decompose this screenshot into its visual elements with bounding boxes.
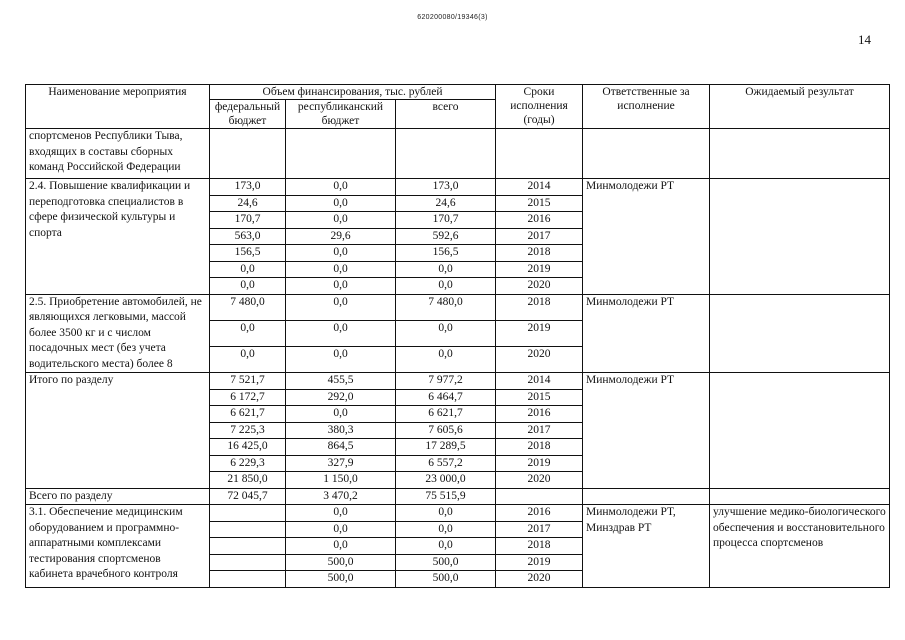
cell-year: 2018 [496, 439, 583, 456]
header-name: Наименование мероприятия [26, 85, 210, 129]
continuation-name: спортсменов Республики Тыва, входящих в составы сборных команд Российской Федерации [26, 129, 210, 179]
cell-total: 170,7 [396, 212, 496, 229]
item-name: 2.5. Приобретение автомобилей, не являющихся легковыми, массой более 3500 кг и с числом посадочных мест (без учета водительского места) более 8 [26, 294, 210, 373]
empty-cell [710, 129, 890, 179]
cell-year: 2019 [496, 554, 583, 571]
cell-total: 7 605,6 [396, 422, 496, 439]
cell-total: 0,0 [396, 346, 496, 372]
cell-republic: 292,0 [286, 389, 396, 406]
cell-federal [210, 554, 286, 571]
cell-republic: 0,0 [286, 278, 396, 295]
cell-republic: 455,5 [286, 373, 396, 390]
item-result [710, 373, 890, 489]
item-responsible: Минмолодежи РТ [583, 179, 710, 295]
cell-year: 2016 [496, 406, 583, 423]
cell-total: 0,0 [396, 278, 496, 295]
item-result [710, 294, 890, 373]
cell-total: 24,6 [396, 195, 496, 212]
item-responsible: Минмолодежи РТ, Минздрав РТ [583, 505, 710, 588]
cell-total: 7 480,0 [396, 294, 496, 320]
cell-republic: 0,0 [286, 406, 396, 423]
cell-republic: 500,0 [286, 554, 396, 571]
item-responsible [583, 488, 710, 505]
cell-year: 2017 [496, 422, 583, 439]
cell-federal: 0,0 [210, 346, 286, 372]
cell-year: 2015 [496, 195, 583, 212]
cell-year [496, 488, 583, 505]
cell-republic: 327,9 [286, 455, 396, 472]
cell-total: 0,0 [396, 505, 496, 522]
table-row [26, 179, 890, 196]
cell-federal: 21 850,0 [210, 472, 286, 489]
cell-year: 2018 [496, 294, 583, 320]
empty-cell [286, 129, 396, 179]
page-number: 14 [858, 32, 871, 47]
cell-total: 500,0 [396, 554, 496, 571]
document-id: 620200080/19346(3) [417, 14, 488, 21]
cell-federal: 6 172,7 [210, 389, 286, 406]
cell-republic: 3 470,2 [286, 488, 396, 505]
cell-total: 75 515,9 [396, 488, 496, 505]
cell-total: 500,0 [396, 571, 496, 588]
cell-year: 2017 [496, 521, 583, 538]
cell-total: 6 464,7 [396, 389, 496, 406]
cell-total: 173,0 [396, 179, 496, 196]
header-republic: республиканский бюджет [286, 100, 396, 129]
cell-republic: 0,0 [286, 195, 396, 212]
item-name: Итого по разделу [26, 373, 210, 489]
item-name: Всего по разделу [26, 488, 210, 505]
cell-federal [210, 571, 286, 588]
cell-federal: 0,0 [210, 320, 286, 346]
cell-federal [210, 538, 286, 555]
cell-federal: 24,6 [210, 195, 286, 212]
cell-federal: 7 521,7 [210, 373, 286, 390]
cell-federal: 173,0 [210, 179, 286, 196]
cell-republic: 0,0 [286, 212, 396, 229]
cell-republic: 0,0 [286, 538, 396, 555]
cell-federal: 0,0 [210, 278, 286, 295]
cell-year: 2016 [496, 505, 583, 522]
cell-total: 0,0 [396, 521, 496, 538]
cell-total: 592,6 [396, 228, 496, 245]
table-row [26, 294, 890, 320]
cell-year: 2020 [496, 571, 583, 588]
cell-year: 2019 [496, 320, 583, 346]
cell-total: 7 977,2 [396, 373, 496, 390]
cell-total: 23 000,0 [396, 472, 496, 489]
table-header-row [26, 85, 890, 100]
cell-republic: 1 150,0 [286, 472, 396, 489]
header-terms: Сроки исполнения (годы) [496, 85, 583, 129]
item-result: улучшение медико-биологического обеспечения и восстановительного процесса спортсменов [710, 505, 890, 588]
cell-federal: 16 425,0 [210, 439, 286, 456]
cell-year: 2019 [496, 455, 583, 472]
header-responsible: Ответственные за исполнение [583, 85, 710, 129]
cell-federal: 72 045,7 [210, 488, 286, 505]
table-row [26, 505, 890, 522]
cell-total: 156,5 [396, 245, 496, 262]
cell-republic: 0,0 [286, 179, 396, 196]
cell-year: 2018 [496, 245, 583, 262]
cell-republic: 0,0 [286, 346, 396, 372]
cell-federal: 170,7 [210, 212, 286, 229]
header-federal: федеральный бюджет [210, 100, 286, 129]
cell-federal: 0,0 [210, 261, 286, 278]
header-result: Ожидаемый результат [710, 85, 890, 129]
cell-republic: 0,0 [286, 261, 396, 278]
empty-cell [210, 129, 286, 179]
cell-federal: 6 621,7 [210, 406, 286, 423]
empty-cell [396, 129, 496, 179]
cell-republic: 0,0 [286, 320, 396, 346]
cell-republic: 380,3 [286, 422, 396, 439]
cell-year: 2020 [496, 278, 583, 295]
item-result [710, 179, 890, 295]
table-row [26, 488, 890, 505]
item-name: 2.4. Повышение квалификации и переподготовка специалистов в сфере физической культуры и спорта [26, 179, 210, 295]
cell-republic: 0,0 [286, 521, 396, 538]
header-funding: Объем финансирования, тыс. рублей [210, 85, 496, 100]
cell-total: 17 289,5 [396, 439, 496, 456]
cell-year: 2017 [496, 228, 583, 245]
cell-total: 0,0 [396, 538, 496, 555]
cell-year: 2020 [496, 472, 583, 489]
cell-total: 0,0 [396, 261, 496, 278]
cell-federal: 7 480,0 [210, 294, 286, 320]
cell-total: 6 621,7 [396, 406, 496, 423]
item-result [710, 488, 890, 505]
cell-federal: 6 229,3 [210, 455, 286, 472]
cell-year: 2015 [496, 389, 583, 406]
cell-total: 0,0 [396, 320, 496, 346]
cell-year: 2019 [496, 261, 583, 278]
cell-year: 2018 [496, 538, 583, 555]
cell-republic: 500,0 [286, 571, 396, 588]
cell-federal: 563,0 [210, 228, 286, 245]
cell-total: 6 557,2 [396, 455, 496, 472]
item-name: 3.1. Обеспечение медицинским оборудованием и программно-аппаратными комплексами тестирования спортсменов кабинета врачебного контроля [26, 505, 210, 588]
header-total: всего [396, 100, 496, 129]
budget-table [25, 84, 890, 588]
cell-federal: 156,5 [210, 245, 286, 262]
cell-federal: 7 225,3 [210, 422, 286, 439]
continuation-row [26, 129, 890, 179]
item-responsible: Минмолодежи РТ [583, 373, 710, 489]
cell-republic: 0,0 [286, 245, 396, 262]
table-row [26, 373, 890, 390]
empty-cell [496, 129, 583, 179]
cell-republic: 0,0 [286, 294, 396, 320]
cell-year: 2020 [496, 346, 583, 372]
empty-cell [583, 129, 710, 179]
cell-year: 2016 [496, 212, 583, 229]
cell-year: 2014 [496, 179, 583, 196]
cell-federal [210, 521, 286, 538]
cell-year: 2014 [496, 373, 583, 390]
cell-republic: 864,5 [286, 439, 396, 456]
cell-federal [210, 505, 286, 522]
item-responsible: Минмолодежи РТ [583, 294, 710, 373]
cell-republic: 29,6 [286, 228, 396, 245]
cell-republic: 0,0 [286, 505, 396, 522]
